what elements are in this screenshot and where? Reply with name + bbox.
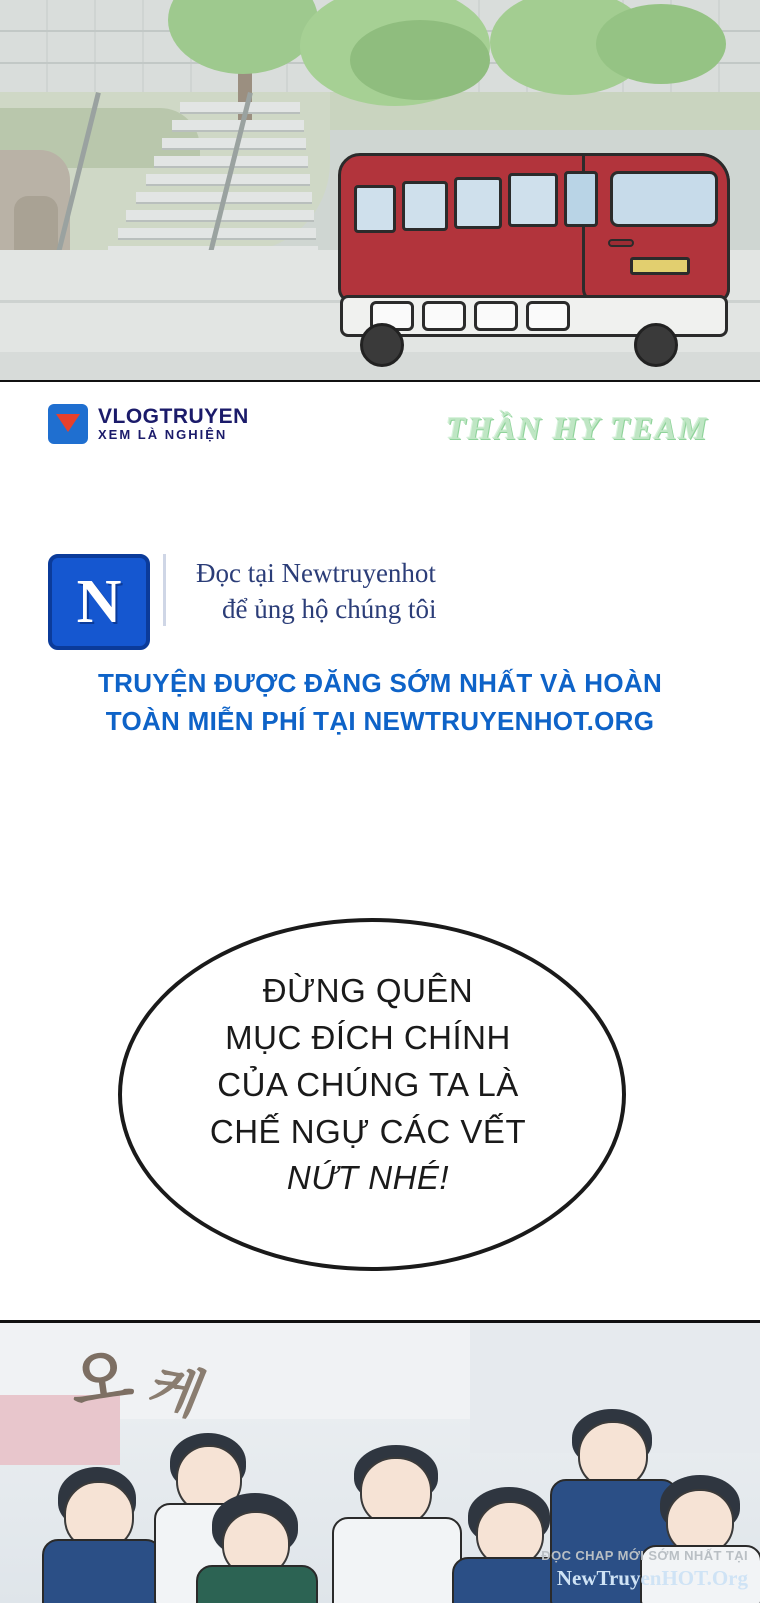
bus-wheel: [360, 323, 404, 367]
promo-headline-2: TOÀN MIỄN PHÍ TẠI NEWTRUYENHOT.ORG: [105, 706, 655, 736]
bus-rear-window: [610, 171, 718, 227]
panel-top-scene: [0, 0, 760, 380]
bus-window: [454, 177, 502, 229]
vlogtruyen-title: VLOGTRUYEN: [98, 405, 249, 429]
speech-line: CỦA CHÚNG TA LÀ: [217, 1065, 519, 1103]
promo-line-1: Đọc tại Newtruyenhot: [196, 558, 436, 588]
bus-window: [354, 185, 396, 233]
vlogtruyen-subtitle: XEM LÀ NGHIỆN: [98, 427, 228, 443]
red-bus: [318, 145, 730, 340]
bus-rear-handle: [608, 239, 634, 247]
license-plate: [630, 257, 690, 275]
panel-bottom-crowd: [0, 1320, 760, 1603]
torso: [196, 1565, 318, 1603]
promo-line-2: để ủng hộ chúng tôi: [222, 594, 437, 624]
speech-line: MỤC ĐÍCH CHÍNH: [225, 1018, 511, 1056]
crowd-person: [196, 1493, 316, 1603]
logo-letter: N: [76, 568, 122, 636]
bottom-credit-line-2: NewTruyenHOT.Org: [556, 1566, 748, 1590]
crowd-person: [330, 1443, 460, 1603]
triangle-logo-icon: [48, 404, 88, 444]
speech-bubble-text: [118, 968, 618, 1202]
bus-window: [402, 181, 448, 231]
speech-line: CHẾ NGỰ CÁC VẾT: [209, 1112, 527, 1150]
vlogtruyen-watermark: [48, 404, 249, 444]
panel-speech: [0, 860, 760, 1320]
speech-line: NỨT NHÉ!: [286, 1159, 450, 1197]
watermark-bar: [0, 380, 760, 476]
newtruyenhot-logo: [48, 554, 150, 650]
promo-block: [0, 472, 760, 762]
team-watermark: THẦN HY TEAM: [446, 410, 709, 446]
stair-step: [180, 102, 300, 114]
bus-wheel: [634, 323, 678, 367]
logo-divider: [163, 554, 166, 626]
bottom-credit-line-1: ĐỌC CHAP MỚI SỚM NHẤT TẠI: [541, 1548, 748, 1563]
luggage-bay: [526, 301, 570, 331]
sfx-text-2: 케: [139, 1358, 214, 1426]
tree-foliage: [596, 4, 726, 84]
bus-window: [564, 171, 598, 227]
speech-line: ĐỪNG QUÊN: [262, 972, 474, 1009]
crowd-person: [40, 1463, 160, 1603]
promo-headline-1: TRUYỆN ĐƯỢC ĐĂNG SỚM NHẤT VÀ HOÀN: [97, 668, 663, 698]
torso: [42, 1539, 162, 1603]
luggage-bay: [474, 301, 518, 331]
luggage-bay: [422, 301, 466, 331]
tree-foliage: [350, 20, 490, 100]
bus-window: [508, 173, 558, 227]
torso: [332, 1517, 462, 1603]
sfx-text-1: 오: [66, 1341, 134, 1420]
